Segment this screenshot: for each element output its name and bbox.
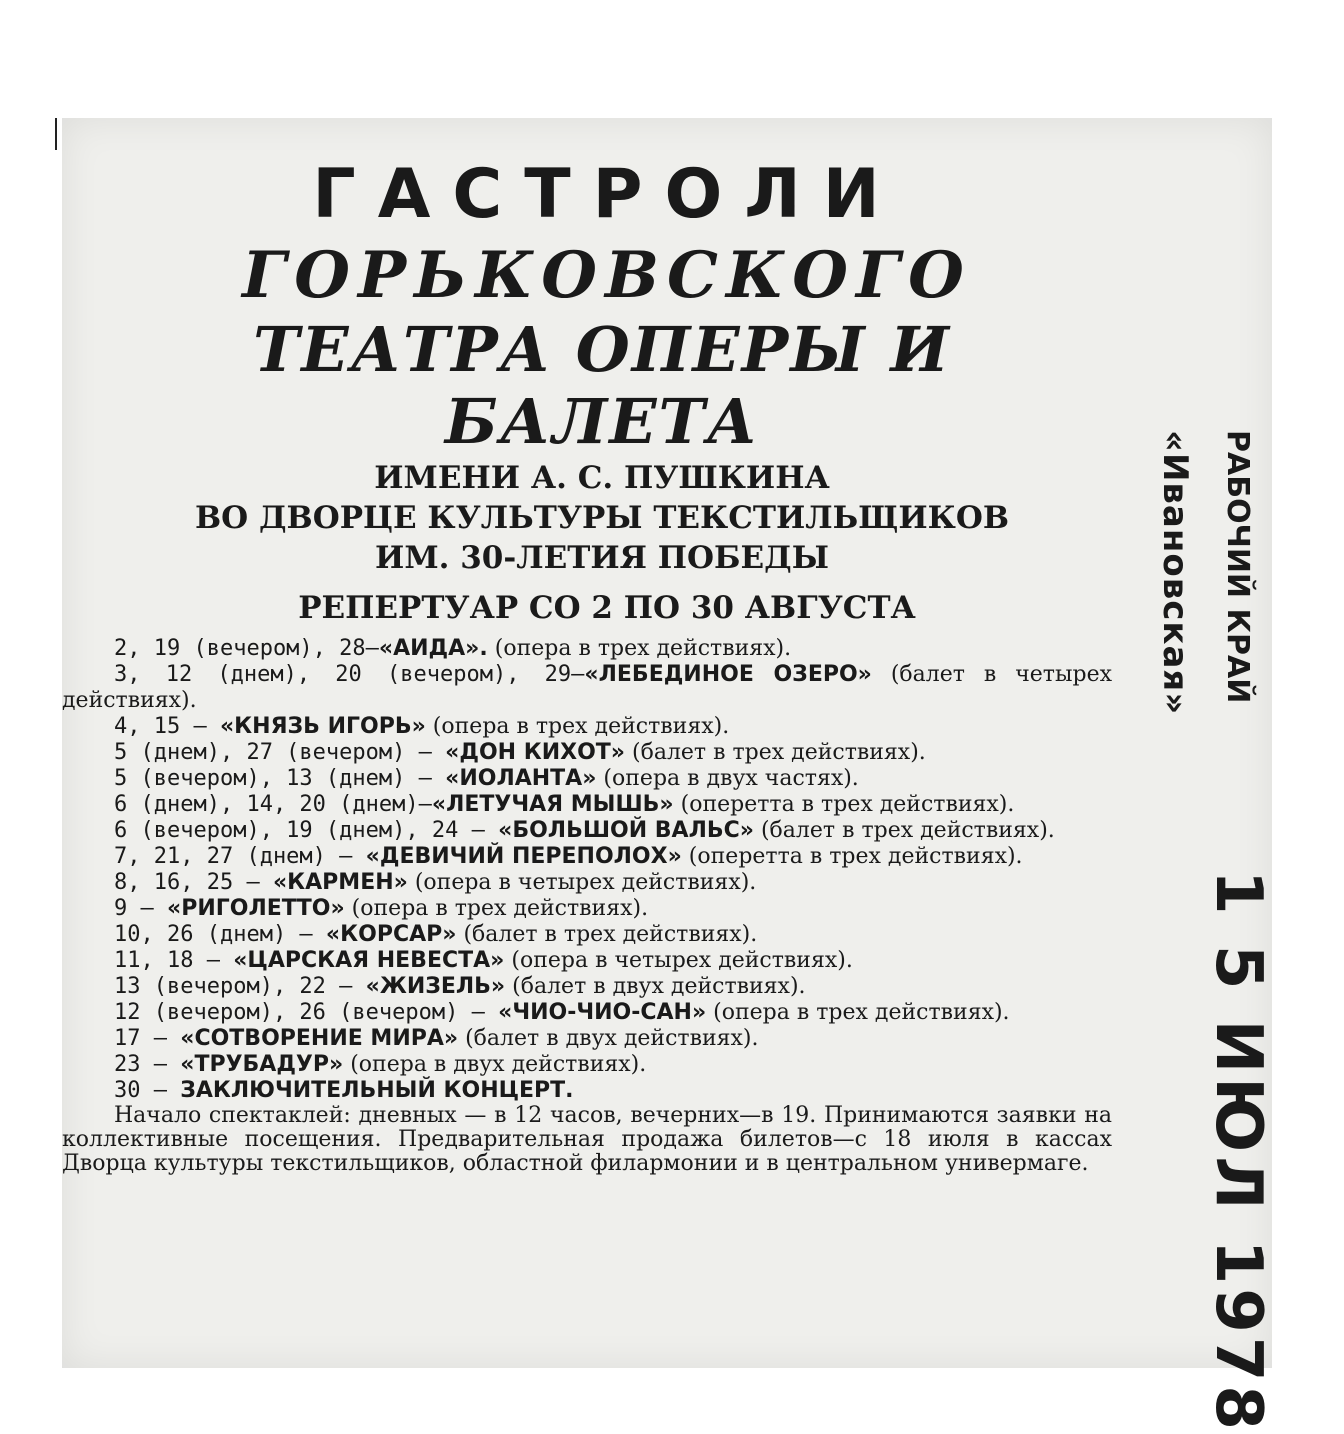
- stamp-source: «Ивановская»: [1155, 430, 1195, 716]
- stamp-publication: РАБОЧИЙ КРАЙ: [1220, 430, 1255, 704]
- subtitle-named: ИМЕНИ А. С. ПУШКИНА: [374, 460, 830, 496]
- list-item: 8, 16, 25 — «КАРМЕН» (опера в четырех действиях).: [114, 870, 757, 895]
- performance-notice: Начало спектаклей: дневных — в 12 часов, вечерних—в 19. Принимаются заявки на коллективные посещения. Предварительная продажа билетов—с 18 июля в кассах Дворца культуры текстильщиков, областной филармонии и в центральном универмаге.: [62, 1103, 1112, 1176]
- list-item: 17 — «СОТВОРЕНИЕ МИРА» (балет в двух действиях).: [114, 1026, 759, 1051]
- stamp-date: 1 5 ИЮЛ 1978: [1201, 870, 1275, 1434]
- announcement-column: [62, 140, 1112, 1176]
- list-item: 5 (днем), 27 (вечером) — «ДОН КИХОТ» (балет в трех действиях).: [114, 740, 926, 765]
- list-item: 10, 26 (днем) — «КОРСАР» (балет в трех действиях).: [114, 922, 758, 947]
- list-item: 3, 12 (днем), 20 (вечером), 29—«ЛЕБЕДИНОЕ ОЗЕРО» (балет в четырех действиях).: [62, 662, 1113, 713]
- subtitle-venue: ВО ДВОРЦЕ КУЛЬТУРЫ ТЕКСТИЛЬЩИКОВ: [194, 500, 1010, 536]
- list-item: 2, 19 (вечером), 28—«АИДА». (опера в трех действиях).: [114, 636, 792, 661]
- list-item: 11, 18 — «ЦАРСКАЯ НЕВЕСТА» (опера в четырех действиях).: [114, 948, 853, 973]
- subtitle-venue-name: ИМ. 30-ЛЕТИЯ ПОБЕДЫ: [375, 540, 829, 576]
- headline-city: ГОРЬКОВСКОГО: [242, 238, 972, 313]
- list-item: 12 (вечером), 26 (вечером) — «ЧИО-ЧИО-САН» (опера в трех действиях).: [114, 1000, 1010, 1025]
- repertoire-heading: РЕПЕРТУАР СО 2 ПО 30 АВГУСТА: [298, 590, 916, 626]
- list-item: 30 — ЗАКЛЮЧИТЕЛЬНЫЙ КОНЦЕРТ.: [114, 1078, 574, 1103]
- list-item: 7, 21, 27 (днем) — «ДЕВИЧИЙ ПЕРЕПОЛОХ» (оперетта в трех действиях).: [114, 844, 1023, 869]
- headline-theatre: ТЕАТРА ОПЕРЫ И БАЛЕТА: [253, 313, 951, 458]
- list-item: 6 (вечером), 19 (днем), 24 — «БОЛЬШОЙ ВАЛЬС» (балет в трех действиях).: [114, 818, 1055, 843]
- list-item: 6 (днем), 14, 20 (днем)—«ЛЕТУЧАЯ МЫШЬ» (оперетта в трех действиях).: [114, 792, 1015, 817]
- headline-tour: ГАСТРОЛИ: [312, 155, 902, 234]
- repertoire-list: [62, 636, 1112, 1104]
- list-item: 23 — «ТРУБАДУР» (опера в двух действиях).: [114, 1052, 647, 1077]
- list-item: 5 (вечером), 13 (днем) — «ИОЛАНТА» (опера в двух частях).: [114, 766, 859, 791]
- list-item: 4, 15 — «КНЯЗЬ ИГОРЬ» (опера в трех действиях).: [114, 714, 730, 739]
- margin-tick-mark: [55, 118, 57, 150]
- archive-stamp: [1125, 430, 1275, 1434]
- list-item: 9 — «РИГОЛЕТТО» (опера в трех действиях).: [114, 896, 649, 921]
- list-item: 13 (вечером), 22 — «ЖИЗЕЛЬ» (балет в двух действиях).: [114, 974, 806, 999]
